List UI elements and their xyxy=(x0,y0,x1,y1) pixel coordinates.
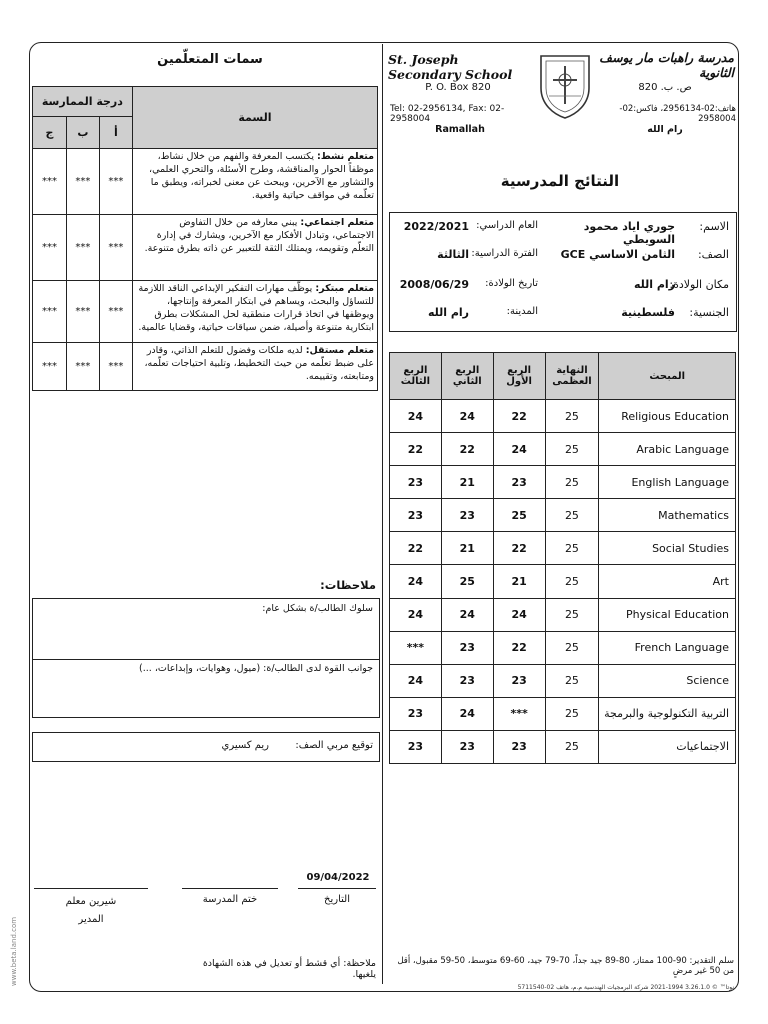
trait-name: متعلم مستقل: xyxy=(305,345,374,356)
grade-q3: 23 xyxy=(390,499,442,532)
school-name-ar: مدرسة راهبات مار يوسف الثانوية xyxy=(599,50,734,80)
school-pobox-ar: ص. ب. 820 xyxy=(638,82,692,93)
grade-q3: 24 xyxy=(390,598,442,631)
header-q3: الربع الثالث xyxy=(390,353,442,400)
trait-level-c: *** xyxy=(33,149,67,215)
traits-body xyxy=(33,149,378,391)
grade-q1: 22 xyxy=(493,400,545,433)
grade-q1: 23 xyxy=(493,664,545,697)
grade-q3: *** xyxy=(390,631,442,664)
trait-name: متعلم مبتكر: xyxy=(315,283,374,294)
grades-row xyxy=(390,433,736,466)
grade-q3: 23 xyxy=(390,466,442,499)
subject-name: French Language xyxy=(599,631,736,664)
trait-name: متعلم اجتماعي: xyxy=(300,217,374,228)
footer-note: ملاحظة: أي قشط أو تعديل في هذه الشهادة يلغيها. xyxy=(202,958,376,980)
subject-name: Science xyxy=(599,664,736,697)
grade-q2: 21 xyxy=(441,466,493,499)
traits-table xyxy=(32,86,378,391)
student-nationality: فلسطينية xyxy=(621,306,675,319)
grade-max: 25 xyxy=(545,400,599,433)
grade-q1: 24 xyxy=(493,433,545,466)
student-class: الثامن الاساسي GCE xyxy=(560,248,675,261)
grade-q1: 22 xyxy=(493,631,545,664)
grades-row xyxy=(390,598,736,631)
trait-description xyxy=(132,215,377,281)
principal-line xyxy=(34,888,148,889)
teacher-label: توقيع مربي الصف: xyxy=(295,740,373,751)
level-b: ب xyxy=(66,117,99,149)
behavior-label: سلوك الطالب/ة بشكل عام: xyxy=(262,603,373,614)
trait-row xyxy=(33,149,378,215)
grade-max: 25 xyxy=(545,433,599,466)
year-label: العام الدراسي: xyxy=(476,220,538,231)
grades-row xyxy=(390,466,736,499)
grade-q2: 25 xyxy=(441,565,493,598)
trait-level-c: *** xyxy=(33,215,67,281)
grade-q1: 23 xyxy=(493,730,545,763)
nationality-label: الجنسية: xyxy=(689,306,729,319)
trait-text: يوظّف مهارات التفكير الإبداعي الناقد اللازمة للتساؤل والبحث، ويساهم في ابتكار المعرفة وإنتاجها، ويوظفها في اتخاذ قرارات منطقية لحل المشكلات بطرق ابتكارية متنوعة وأصيلة، ضمن سياقات حياتية، وقضايا عالمية. xyxy=(138,283,374,333)
trait-description xyxy=(132,281,377,343)
grades-row xyxy=(390,697,736,730)
school-phone-ar: هاتف:02-2956134، فاكس:02-2958004 xyxy=(619,104,736,124)
grades-row xyxy=(390,499,736,532)
grades-header-row xyxy=(390,353,736,400)
student-name: جوري اياد محمود السويطي xyxy=(583,220,675,246)
grade-q2: 23 xyxy=(441,631,493,664)
watermark: www.beta.land.com xyxy=(10,916,18,986)
trait-text: لديه ملكات وفضول للتعلم الذاتي، وقادر على ضبط تعلّمه من حيث التخطيط، وتلبية احتياجات تعلّمه، ومتابعته، وتقييمه. xyxy=(144,345,374,382)
grade-q3: 23 xyxy=(390,697,442,730)
notes-box xyxy=(32,598,380,718)
header-q2: الربع الثاني xyxy=(441,353,493,400)
trait-row xyxy=(33,343,378,391)
notes-title: ملاحظات: xyxy=(320,578,376,592)
trait-level-a: *** xyxy=(99,343,132,391)
level-a: أ xyxy=(99,117,132,149)
grade-q1: *** xyxy=(493,697,545,730)
subject-name: Religious Education xyxy=(599,400,736,433)
grade-q2: 24 xyxy=(441,598,493,631)
trait-level-b: *** xyxy=(66,215,99,281)
trait-name: متعلم نشط: xyxy=(317,151,374,162)
school-pobox-en: P. O. Box 820 xyxy=(425,82,491,93)
student-city: رام الله xyxy=(427,306,469,319)
grade-q1: 21 xyxy=(493,565,545,598)
name-label: الاسم: xyxy=(699,220,729,233)
strengths-label: جوانب القوة لدى الطالب/ة: (ميول، وهوايات، وإبداعات، ...) xyxy=(139,663,373,674)
copyright-line: نوتا™ © 3.26.1.0 1994-2021 شركة البرمجيات الهندسية م.م، هاتف 02-5711540 xyxy=(517,984,734,991)
page-divider xyxy=(382,44,383,984)
grades-row xyxy=(390,532,736,565)
school-city-en: Ramallah xyxy=(435,124,485,135)
grade-q1: 24 xyxy=(493,598,545,631)
city-label: المدينة: xyxy=(506,306,538,317)
subject-name: الاجتماعيات xyxy=(599,730,736,763)
grade-q1: 25 xyxy=(493,499,545,532)
grades-row xyxy=(390,730,736,763)
trait-level-b: *** xyxy=(66,343,99,391)
trait-row xyxy=(33,215,378,281)
practice-header: درجة الممارسة xyxy=(33,87,133,117)
grade-q2: 24 xyxy=(441,400,493,433)
subject-name: Social Studies xyxy=(599,532,736,565)
grade-q2: 21 xyxy=(441,532,493,565)
class-label: الصف: xyxy=(697,248,729,261)
teacher-signature-box xyxy=(32,732,380,762)
grade-max: 25 xyxy=(545,532,599,565)
grade-q2: 23 xyxy=(441,499,493,532)
subject-name: English Language xyxy=(599,466,736,499)
trait-text: يكتسب المعرفة والفهم من خلال نشاط، موظفاً الحوار والمناقشة، وطرح الأسئلة، والتحري العلمي، والتشاور مع الآخرين، ويبحث عن معنى لخبراته، ويطبق ما تعلّمه في مواقف حياتية واقعية. xyxy=(149,151,374,201)
trait-level-c: *** xyxy=(33,281,67,343)
school-crest-icon xyxy=(537,52,593,120)
trait-text: يبني معارفه من خلال التفاوض الاجتماعي، وتبادل الأفكار مع الآخرين، ويشارك في إدارة التعلّم وتقويمه، ويمتلك الثقة للتعبير عن ذاته بطرق متنوعة. xyxy=(144,217,374,254)
trait-description xyxy=(132,343,377,391)
subject-name: Physical Education xyxy=(599,598,736,631)
student-info xyxy=(391,220,733,326)
grade-q3: 22 xyxy=(390,532,442,565)
grade-q1: 23 xyxy=(493,466,545,499)
grades-body xyxy=(390,400,736,764)
trait-level-b: *** xyxy=(66,149,99,215)
stamp-line xyxy=(182,888,278,889)
school-name-en: St. Joseph Secondary School xyxy=(388,52,513,82)
date-label: التاريخ xyxy=(324,894,350,905)
grades-row xyxy=(390,565,736,598)
grades-row xyxy=(390,664,736,697)
header-max: النهاية العظمى xyxy=(545,353,599,400)
level-c: ج xyxy=(33,117,67,149)
trait-level-a: *** xyxy=(99,215,132,281)
grade-q1: 22 xyxy=(493,532,545,565)
school-phone-en: Tel: 02-2956134, Fax: 02-2958004 xyxy=(390,104,505,124)
header-q1: الربع الأول xyxy=(493,353,545,400)
grade-max: 25 xyxy=(545,631,599,664)
trait-level-c: *** xyxy=(33,343,67,391)
principal-title: المدير xyxy=(78,914,104,925)
grade-max: 25 xyxy=(545,664,599,697)
period-label: الفترة الدراسية: xyxy=(471,248,538,259)
teacher-name: ريم كسيري xyxy=(221,740,269,751)
stamp-label: ختم المدرسة xyxy=(202,894,258,905)
birthplace-label: مكان الولادة: xyxy=(669,278,729,291)
grade-q2: 23 xyxy=(441,730,493,763)
grade-max: 25 xyxy=(545,499,599,532)
page-title: النتائج المدرسية xyxy=(500,172,620,190)
header-subject: المبحث xyxy=(599,353,736,400)
trait-level-b: *** xyxy=(66,281,99,343)
grade-q3: 22 xyxy=(390,433,442,466)
grade-q2: 23 xyxy=(441,664,493,697)
grade-max: 25 xyxy=(545,466,599,499)
trait-level-a: *** xyxy=(99,149,132,215)
issue-date: 09/04/2022 xyxy=(306,872,370,883)
grades-table xyxy=(389,352,736,764)
traits-title: سمات المتعلّمين xyxy=(157,52,263,67)
school-city-ar: رام الله xyxy=(647,124,683,135)
grades-row xyxy=(390,631,736,664)
birthdate-label: تاريخ الولادة: xyxy=(485,278,538,289)
trait-description xyxy=(132,149,377,215)
principal-name: شيرين معلم xyxy=(65,896,117,907)
grade-max: 25 xyxy=(545,598,599,631)
subject-name: Art xyxy=(599,565,736,598)
grade-q2: 22 xyxy=(441,433,493,466)
student-birthdate: 2008/06/29 xyxy=(399,278,469,291)
grade-q3: 23 xyxy=(390,730,442,763)
trait-row xyxy=(33,281,378,343)
grade-q3: 24 xyxy=(390,565,442,598)
school-year: 2022/2021 xyxy=(403,220,469,233)
subject-name: التربية التكنولوجية والبرمجة xyxy=(599,697,736,730)
trait-level-a: *** xyxy=(99,281,132,343)
date-line xyxy=(298,888,376,889)
grading-scale: سلم التقدير: 90-100 ممتاز، 80-89 جيد جداً، 70-79 جيد، 60-69 متوسط، 50-59 مقبول، أقل من 50 غير مرضٍ xyxy=(397,956,734,976)
grade-q3: 24 xyxy=(390,400,442,433)
student-birthplace: رام الله xyxy=(633,278,675,291)
grade-q3: 24 xyxy=(390,664,442,697)
grade-max: 25 xyxy=(545,730,599,763)
school-period: الثالثة xyxy=(437,248,469,261)
grade-max: 25 xyxy=(545,697,599,730)
subject-name: Mathematics xyxy=(599,499,736,532)
grade-max: 25 xyxy=(545,565,599,598)
grade-q2: 24 xyxy=(441,697,493,730)
grades-row xyxy=(390,400,736,433)
subject-name: Arabic Language xyxy=(599,433,736,466)
trait-header: السمة xyxy=(132,87,377,149)
